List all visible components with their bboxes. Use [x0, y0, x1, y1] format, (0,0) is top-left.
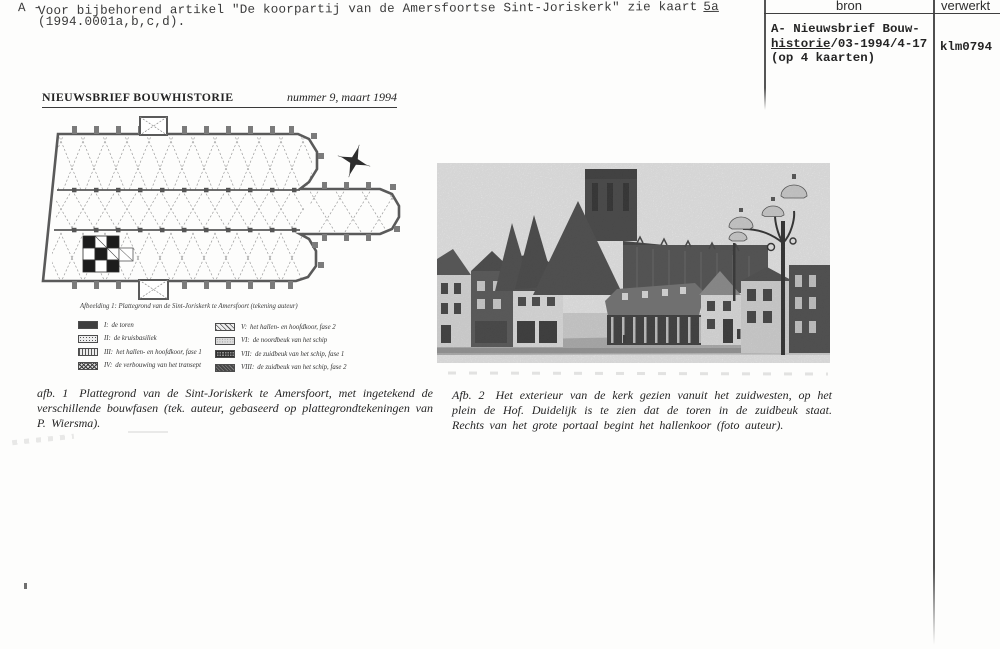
table-column-divider — [933, 0, 935, 645]
note-card-ref: 5a — [703, 0, 719, 15]
figure1-caption-text: Plattegrond van de Sint-Joriskerk te Amersfoort, met ingetekend de verschillende bouwfasen (tek. auteur, gebaseerd op plattegrondtekeningen van P. Wiersma). — [37, 386, 433, 430]
floor-plan-drawing — [28, 114, 406, 306]
legend-numeral: VI: — [241, 337, 250, 344]
legend-item — [78, 335, 202, 343]
legend-label: het hallen- en hoofdkoor, fase 2 — [249, 323, 336, 331]
figure2-caption-text: Het exterieur van de kerk gezien vanuit het zuidwesten, op het plein de Hof. Duidelijk is te zien dat de toren in de zuidbeuk staat. Rechts van het grote portaal begint het hallenkoor (foto auteur). — [452, 388, 833, 432]
legend-swatch-dark-grid — [215, 350, 235, 358]
legend-label: de zuidbeuk van het schip, fase 2 — [257, 364, 347, 371]
legend-swatch-diagonal-hatch — [215, 323, 235, 331]
legend-swatch-solid-dark — [78, 321, 98, 329]
church-photo-figure — [437, 163, 830, 363]
legend-numeral: VII: — [241, 350, 252, 358]
table-header-rule — [764, 13, 1000, 14]
legend-item — [78, 362, 202, 370]
scan-smudge — [12, 434, 74, 445]
plan-legend-column-2 — [215, 323, 347, 372]
bron-line-2-underlined: historie — [771, 36, 831, 51]
compass-rose — [333, 140, 376, 183]
legend-numeral: V: — [241, 323, 247, 331]
legend-swatch-dark-diagonal — [215, 364, 235, 372]
bron-cell — [771, 22, 927, 66]
newsletter-masthead: NIEUWSBRIEF BOUWHISTORIE — [42, 90, 234, 104]
item-marker: A - — [17, 0, 42, 16]
plan-legend-column-1 — [78, 321, 202, 370]
bron-line-1: A- Nieuwsbrief Bouw- — [771, 22, 920, 36]
legend-item — [215, 364, 347, 372]
bron-line-2-rest: /03-1994/4-17 — [830, 36, 928, 51]
legend-item — [78, 348, 202, 356]
legend-label: de kruisbasiliek — [113, 335, 157, 342]
column-header-bron: bron — [835, 0, 863, 13]
table-left-border — [764, 0, 766, 110]
newsletter-issue: nummer 9, maart 1994 — [287, 90, 397, 104]
legend-swatch-stipple — [78, 335, 98, 343]
figure2-caption — [452, 388, 832, 432]
legend-label: het hallen- en hoofdkoor, fase 1 — [116, 348, 202, 356]
masthead-row — [42, 90, 397, 108]
legend-numeral: II: — [104, 335, 111, 342]
legend-label: de toren — [111, 321, 134, 329]
legend-numeral: IV: — [104, 362, 113, 369]
legend-numeral: I: — [104, 321, 109, 329]
figure1-caption-label: afb. 1 — [37, 386, 69, 400]
legend-label: de verbouwing van het transept — [115, 362, 201, 369]
floor-plan-figure — [28, 114, 406, 306]
legend-swatch-light-stipple — [215, 337, 235, 345]
legend-item — [215, 323, 347, 331]
legend-label: de zuidbeuk van het schip, fase 1 — [254, 350, 345, 358]
note-text: Voor bijbehorend artikel "De koorpartij van de Amersfoortse Sint-Joriskerk" zie kaart — [37, 0, 698, 19]
photo-grain-overlay — [437, 163, 830, 363]
legend-item — [215, 337, 347, 345]
note-line-2: (1994.0001a,b,c,d). — [38, 15, 186, 29]
scan-speck — [24, 583, 27, 589]
scan-smudge — [448, 372, 828, 376]
church-photo — [437, 163, 830, 363]
legend-numeral: VIII: — [241, 364, 255, 371]
legend-swatch-cross-hatch — [78, 362, 98, 370]
drawing-caption: Afbeelding 1: Plattegrond van de Sint-Joriskerk te Amersfoort (tekening auteur) — [80, 303, 298, 310]
bron-line-2 — [771, 37, 927, 52]
legend-item — [78, 321, 202, 329]
bron-line-3: (op 4 kaarten) — [771, 51, 876, 65]
figure1-caption — [37, 386, 433, 430]
scan-smudge — [128, 431, 168, 433]
legend-swatch-vertical-lines — [78, 348, 98, 356]
legend-label: de noordbeuk van het schip — [252, 337, 328, 344]
legend-item — [215, 350, 347, 358]
figure2-caption-label: Afb. 2 — [452, 388, 485, 402]
legend-numeral: III: — [104, 348, 114, 356]
verwerkt-cell: klm0794 — [940, 40, 993, 54]
column-header-verwerkt: verwerkt — [941, 0, 991, 13]
